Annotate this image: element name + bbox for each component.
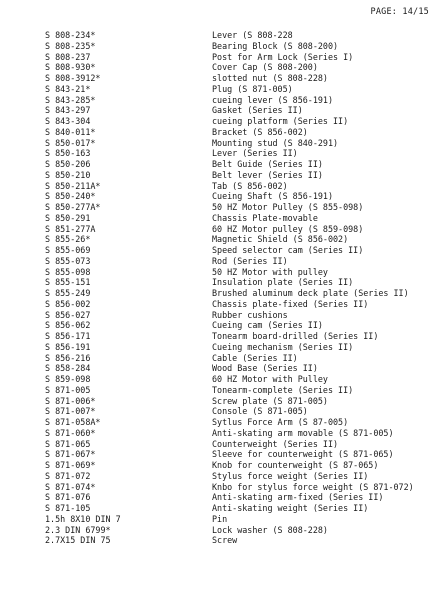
part-description: Rod (Series II)	[212, 255, 288, 266]
part-number: S 843-304	[45, 116, 91, 126]
list-item	[45, 202, 437, 213]
list-item	[45, 535, 437, 546]
part-number: S 851-277A	[45, 223, 96, 234]
part-number: S 856-216	[45, 352, 91, 363]
list-item	[45, 320, 437, 331]
part-description: 50 HZ Motor with pulley	[212, 266, 328, 277]
list-item	[45, 503, 437, 514]
part-number: S 871-006*	[45, 395, 96, 406]
part-number: S 808-930*	[45, 62, 96, 73]
part-description: Speed selector cam (Series II)	[212, 245, 364, 255]
part-description: Screw	[212, 535, 238, 546]
part-description: Cueing mechanism (Series II)	[212, 341, 354, 352]
part-number: S 856-002	[45, 298, 91, 309]
part-description: Brushed aluminum deck plate (Series II)	[212, 288, 409, 298]
part-number: 2.7X15 DIN 75	[45, 535, 111, 546]
list-item	[45, 385, 437, 396]
list-item	[45, 170, 437, 181]
part-number: S 871-060*	[45, 427, 96, 438]
list-item	[45, 191, 437, 202]
list-item	[45, 374, 437, 385]
list-item	[45, 492, 437, 503]
part-number: S 855-069	[45, 245, 91, 255]
parts-list	[45, 30, 437, 546]
part-description: Stylus force weight (Series II)	[212, 470, 369, 481]
part-description: Insulation plate (Series II)	[212, 277, 354, 288]
part-description: Lever (S 808-228	[212, 30, 293, 40]
part-number: S 808-234*	[45, 30, 96, 40]
list-item	[45, 127, 437, 138]
part-description: Bracket (S 856-002)	[212, 126, 308, 137]
list-item	[45, 406, 437, 417]
part-number: 2.3 DIN 6799*	[45, 524, 111, 535]
part-number: S 871-067*	[45, 449, 96, 460]
part-number: S 856-062	[45, 320, 91, 331]
part-description: slotted nut (S 808-228)	[212, 73, 328, 83]
part-number: S 808-235*	[45, 40, 96, 51]
list-item	[45, 428, 437, 439]
part-number: S 850-017*	[45, 137, 96, 148]
list-item	[45, 439, 437, 450]
part-description: Knbo for stylus force weight (S 871-072)	[212, 481, 414, 492]
part-description: Lock washer (S 808-228)	[212, 524, 328, 535]
list-item	[45, 30, 437, 41]
part-description: Knob for counterweight (S 87-065)	[212, 460, 379, 470]
list-item	[45, 234, 437, 245]
part-number: S 843-285*	[45, 94, 96, 105]
part-number: S 850-211A*	[45, 180, 101, 191]
list-item	[45, 73, 437, 84]
list-item	[45, 95, 437, 106]
part-description: Plug (S 871-005)	[212, 83, 293, 94]
list-item	[45, 363, 437, 374]
list-item	[45, 52, 437, 63]
part-description: Mounting stud (S 840-291)	[212, 137, 339, 148]
part-number: S 871-007*	[45, 406, 96, 417]
list-item	[45, 396, 437, 407]
list-item	[45, 277, 437, 288]
list-item	[45, 159, 437, 170]
part-description: Cover Cap (S 808-200)	[212, 62, 318, 73]
part-description: Belt Guide (Series II)	[212, 159, 323, 169]
part-number: S 871-076	[45, 492, 91, 503]
part-number: S 850-210	[45, 169, 91, 180]
part-description: Anti-skating arm movable (S 871-005)	[212, 427, 394, 438]
part-description: Gasket (Series II)	[212, 105, 303, 116]
list-item	[45, 288, 437, 299]
part-description: Lever (Series II)	[212, 148, 298, 159]
part-description: 60 HZ Motor pulley (S 859-098)	[212, 223, 364, 234]
part-description: Cueing cam (Series II)	[212, 320, 323, 331]
list-item	[45, 525, 437, 536]
part-description: cueing lever (S 856-191)	[212, 94, 334, 105]
part-number: S 856-171	[45, 331, 91, 341]
part-number: S 855-151	[45, 277, 91, 288]
list-item	[45, 213, 437, 224]
list-item	[45, 299, 437, 310]
part-description: 60 HZ Motor with Pulley	[212, 374, 328, 384]
part-description: Cueing Shaft (S 856-191)	[212, 191, 334, 202]
list-item	[45, 353, 437, 364]
list-item	[45, 482, 437, 493]
part-description: Tonearm-complete (Series II)	[212, 384, 354, 395]
part-description: Bearing Block (S 808-200)	[212, 40, 339, 51]
part-number: S 808-3912*	[45, 73, 101, 83]
list-item	[45, 310, 437, 321]
part-number: S 850-277A*	[45, 202, 101, 212]
part-number: S 871-069*	[45, 460, 96, 470]
part-number: S 871-074*	[45, 481, 96, 492]
part-description: Chassis Plate-movable	[212, 212, 318, 223]
part-number: S 850-163	[45, 148, 91, 159]
part-description: Sytlus Force Arm (S 87-005)	[212, 417, 349, 427]
part-number: S 855-26*	[45, 234, 91, 245]
part-number: S 871-072	[45, 470, 91, 481]
part-number: S 808-237	[45, 51, 91, 62]
list-item	[45, 471, 437, 482]
part-description: Anti-skating arm-fixed (Series II)	[212, 492, 384, 503]
part-description: 50 HZ Motor Pulley (S 855-098)	[212, 202, 364, 212]
part-number: S 856-191	[45, 341, 91, 352]
part-description: Tab (S 856-002)	[212, 180, 288, 191]
part-number: S 843-21*	[45, 83, 91, 94]
list-item	[45, 245, 437, 256]
part-description: Chassis plate-fixed (Series II)	[212, 298, 369, 309]
part-number: S 859-098	[45, 374, 91, 384]
list-item	[45, 514, 437, 525]
part-number: S 856-027	[45, 309, 91, 320]
list-item	[45, 342, 437, 353]
list-item	[45, 148, 437, 159]
part-number: S 858-284	[45, 363, 91, 374]
part-number: S 871-058A*	[45, 417, 101, 427]
part-description: Wood Base (Series II)	[212, 363, 318, 374]
list-item	[45, 449, 437, 460]
list-item	[45, 417, 437, 428]
list-item	[45, 331, 437, 342]
part-description: Console (S 871-005)	[212, 406, 308, 417]
part-number: S 871-105	[45, 503, 91, 513]
part-number: S 840-011*	[45, 126, 96, 137]
part-description: Sleeve for counterweight (S 871-065)	[212, 449, 394, 460]
part-number: S 850-206	[45, 159, 91, 169]
part-number: S 850-291	[45, 212, 91, 223]
part-number: S 855-249	[45, 288, 91, 298]
part-description: Cable (Series II)	[212, 352, 298, 363]
list-item	[45, 267, 437, 278]
list-item	[45, 62, 437, 73]
part-description: Rubber cushions	[212, 309, 288, 320]
part-number: S 855-073	[45, 255, 91, 266]
part-number: S 855-098	[45, 266, 91, 277]
part-description: Counterweight (Series II)	[212, 438, 339, 449]
part-number: 1.5h 8X10 DIN 7	[45, 513, 121, 524]
list-item	[45, 224, 437, 235]
part-description: Magnetic Shield (S 856-002)	[212, 234, 349, 245]
part-description: Post for Arm Lock (Series I)	[212, 51, 354, 62]
list-item	[45, 41, 437, 52]
part-description: Anti-skating weight (Series II)	[212, 503, 369, 513]
list-item	[45, 105, 437, 116]
list-item	[45, 181, 437, 192]
part-description: Screw plate (S 871-005)	[212, 395, 328, 406]
part-number: S 871-005	[45, 384, 91, 395]
list-item	[45, 116, 437, 127]
list-item	[45, 84, 437, 95]
part-number: S 871-065	[45, 438, 91, 449]
part-description: Tonearm board-drilled (Series II)	[212, 331, 379, 341]
part-description: Belt lever (Series II)	[212, 169, 323, 180]
part-number: S 843-297	[45, 105, 91, 116]
list-item	[45, 138, 437, 149]
list-item	[45, 256, 437, 267]
part-number: S 850-240*	[45, 191, 96, 202]
list-item	[45, 460, 437, 471]
page-number: PAGE: 14/15	[370, 7, 429, 17]
part-description: cueing platform (Series II)	[212, 116, 349, 126]
part-description: Pin	[212, 513, 228, 524]
